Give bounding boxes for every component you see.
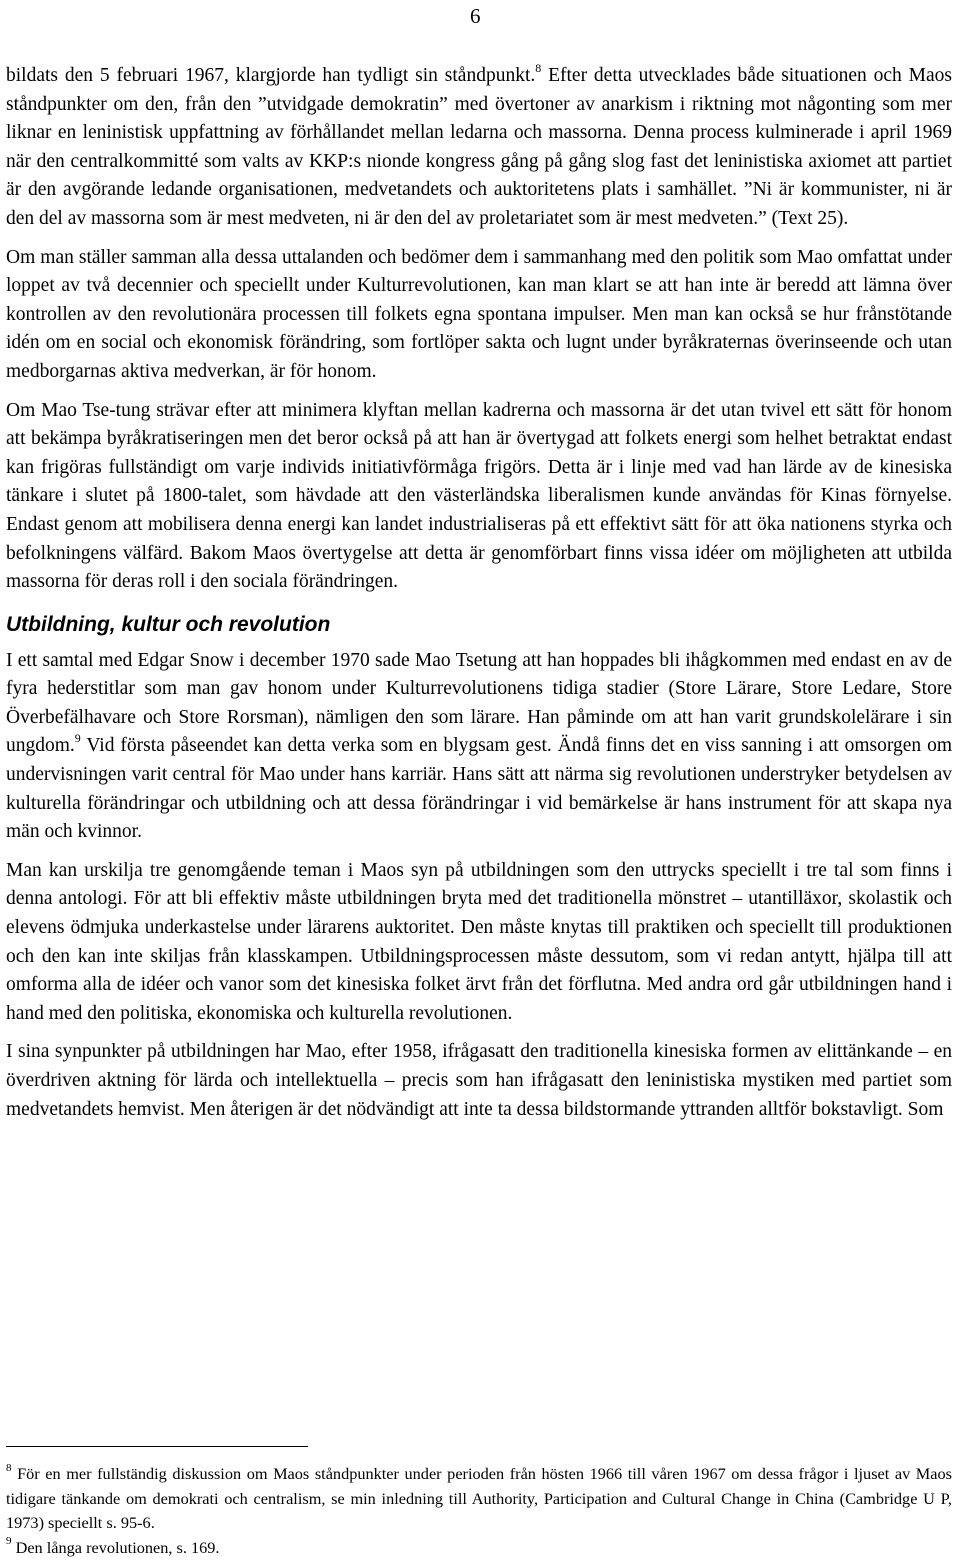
paragraph-4-part-b: Vid första påseendet kan detta verka som en blygsam gest. Ändå finns det en viss sanning i att omsorgen om undervisningen varit central för Mao under hans karriär. Hans sätt att närma sig revolutionen understryker betydelsen av kulturella förändringar och utbildning och att dessa förändringar i vid bemärkelse är hans instrument för att skapa nya män och kvinnor. (6, 735, 952, 843)
footnote-text: Den långa revolutionen, s. 169. (11, 1537, 220, 1557)
paragraph-5: Man kan urskilja tre genomgående teman i Maos syn på utbildningen som den uttrycks speciellt i tre tal som finns i denna antologi. För att bli effektiv måste utbildningen bryta med det traditionella mönstret – utantilläxor, skolastik och elevens ödmjuka underkastelse under lärarens auktoritet. Den måste knytas till praktiken och speciellt till produktionen och den kan inte skiljas från klasskampen. Utbildningsprocessen måste dessutom, som vi redan antytt, hjälpa till att omforma alla de idéer och vanor som det kinesiska folket ärvt från det förflutna. Med andra ord går utbildningen hand i hand med den politiska, ekonomiska och kulturella revolutionen. (6, 859, 952, 1024)
footnotes (6, 1462, 952, 1560)
paragraph-4 (6, 647, 952, 847)
footnote-text: För en mer fullständig diskussion om Maos ståndpunkter under perioden från hösten 1966 till våren 1967 om dessa frågor i ljuset av Maos tidigare tänkande om demokrati och centralism, se min inledning till Authority, Participation and Cultural Change in China (Cambridge U P, 1973) speciellt s. 95-6. (6, 1464, 952, 1532)
paragraph-4-part-a: I ett samtal med Edgar Snow i december 1970 sade Mao Tsetung att han hoppades bli ihågkommen med endast en av de fyra hederstitlar som man gav honom under Kulturrevolutionens tidiga stadier (Store Lärare, Store Ledare, Store Överbefälhavare och Store Rorsman), nämligen den som lärare. Han påminde om att han varit grundskolelärare i sin ungdom. (6, 649, 952, 757)
footnote-divider (6, 1446, 308, 1447)
paragraph-6: I sina synpunkter på utbildningen har Mao, efter 1958, ifrågasatt den traditionella kinesiska formen av elittänkande – en överdriven aktning för lärda och intellektuella – precis som han ifrågasatt den leninistiska mystiken med partiet som medvetandets hemvist. Men återigen är det nödvändigt att inte ta dessa bildstormande yttranden alltför bokstavligt. Som (6, 1041, 952, 1120)
footnote-ref-9[interactable]: 9 (74, 730, 81, 745)
paragraph-1 (6, 62, 952, 234)
footnote-number: 8 (6, 1461, 12, 1474)
paragraph-1-part-a: bildats den 5 februari 1967, klargjorde han tydligt sin ståndpunkt. (6, 65, 536, 86)
paragraph-1-part-b: Efter detta utvecklades både situationen och Maos ståndpunkter om den, från den ”utvidgade demokratin” med övertoner av anarkism i riktning mot någonting som mer liknar en leninistisk uppfattning av förhållandet mellan ledarna och massorna. Denna process kulminerade i april 1969 när den centralkommitté som valts av KKP:s nionde kongress gång på gång slog fast det leninistiska axiomet att partiet är den avgörande ledande organisationen, medvetandets och auktoritetens plats i samhället. ”Ni är kommunister, ni är den del av massorna som är mest medveten, ni är den del av proletariatet som är mest medveten.” (Text 25). (6, 65, 952, 229)
footnote-number: 9 (6, 1535, 12, 1548)
section-heading: Utbildning, kultur och revolution (6, 612, 331, 636)
paragraph-3: Om Mao Tse-tung strävar efter att minimera klyftan mellan kadrerna och massorna är det utan tvivel ett sätt för honom att bekämpa byråkratiseringen men det beror också på att han är övertygad att folkets energi som helhet betraktat endast kan frigöras fullständigt om varje individs initiativförmåga frigörs. Detta är i linje med vad han lärde av de kinesiska tänkare i slutet på 1800-talet, som hävdade att den västerländska liberalismen kunde användas för Kinas förnyelse. Endast genom att mobilisera denna energi kan landet industrialiseras på ett effektivt sätt för att öka nationens styrka och befolkningens välfärd. Bakom Maos övertygelse att detta är genomförbart finns vissa idéer om möjligheten att utbilda massorna för deras roll i den sociala förändringen. (6, 399, 952, 593)
footnote-8 (6, 1462, 952, 1536)
paragraph-2: Om man ställer samman alla dessa uttalanden och bedömer dem i sammanhang med den politik som Mao omfattat under loppet av två decennier och speciellt under Kulturrevolutionen, kan man klart se att han inte är beredd att lämna över kontrollen av den revolutionära processen till folkets egna spontana impulser. Men man kan också se hur frånstötande idén om en social och ekonomisk förändring, som fortlöper sakta och lugnt under byråkraternas överinseende och utan medborgarnas aktiva medverkan, är för honom. (6, 246, 952, 382)
footnote-ref-8[interactable]: 8 (535, 60, 542, 75)
page-number: 6 (470, 4, 481, 28)
body-text (6, 62, 952, 1134)
footnote-9 (6, 1536, 952, 1561)
